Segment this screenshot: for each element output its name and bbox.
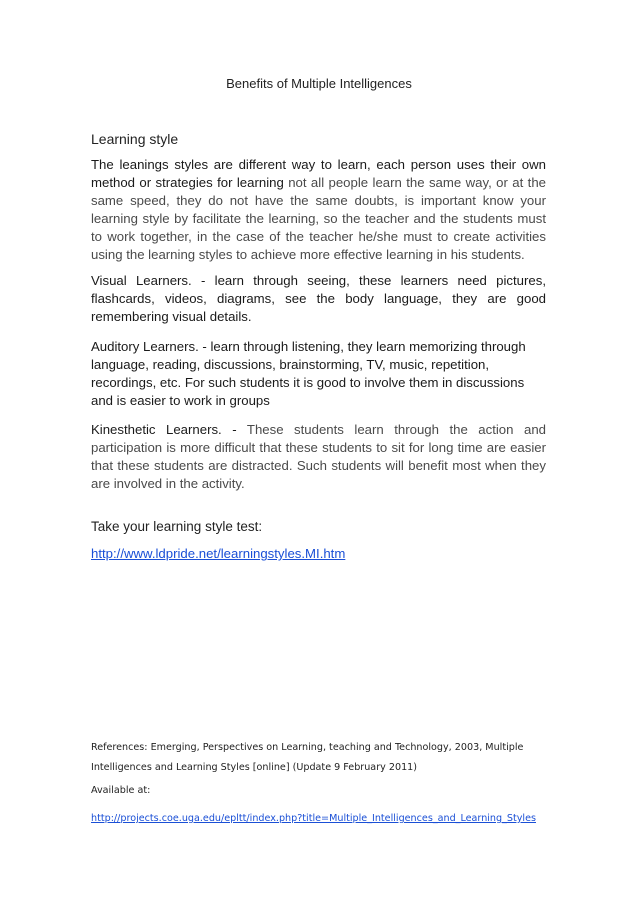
learning-style-test-label: Take your learning style test:: [91, 519, 263, 534]
learning-style-test-link-wrap: [91, 545, 546, 563]
kinesthetic-learners-paragraph: [91, 421, 546, 493]
references-available-label: Available at:: [91, 785, 151, 796]
learning-style-heading: Learning style: [91, 131, 179, 147]
document-title: Benefits of Multiple Intelligences: [226, 76, 412, 91]
auditory-learners-paragraph: Auditory Learners. - learn through listening, they learn memorizing through language, reading, discussions, brainstorming, TV, music, repetition, recordings, etc. For such students it is good to involve them in discussions and is easier to work in groups: [91, 339, 526, 408]
kinesthetic-learners-lead: Kinesthetic Learners. -: [91, 422, 247, 437]
visual-learners-paragraph: Visual Learners. - learn through seeing, these learners need pictures, flashcards, videos, diagrams, see the body language, they are good remembering visual details.: [91, 273, 546, 324]
references-link-wrap: [91, 808, 551, 826]
learning-style-intro-rest: not all people learn the same way, or at the same speed, they do not have the same doubts, is important know your learning style by facilitate the learning, so the teacher and the students must to work together, in the case of the teacher he/she must to create activities using the learning styles to achieve more effective learning in his students.: [91, 175, 546, 262]
references-link[interactable]: http://projects.coe.uga.edu/epltt/index.php?title=Multiple_Intelligences_and_Learning_Styles: [91, 813, 536, 824]
kinesthetic-learners-rest: These students learn through the action and participation is more difficult that these students to sit for long time are easier that these students are distracted. Such students will benefit most when they are involved in the activity.: [91, 422, 546, 491]
learning-style-test-link[interactable]: http://www.ldpride.net/learningstyles.MI.htm: [91, 546, 346, 561]
learning-style-paragraph: [91, 156, 546, 264]
learning-style-intro-lead: The leanings styles are different way to learn, each person uses their own method or strategies for learning: [91, 157, 546, 190]
references-text: References: Emerging, Perspectives on Learning, teaching and Technology, 2003, Multiple Intelligences and Learning Styles [online] (Update 9 February 2011): [91, 742, 524, 773]
